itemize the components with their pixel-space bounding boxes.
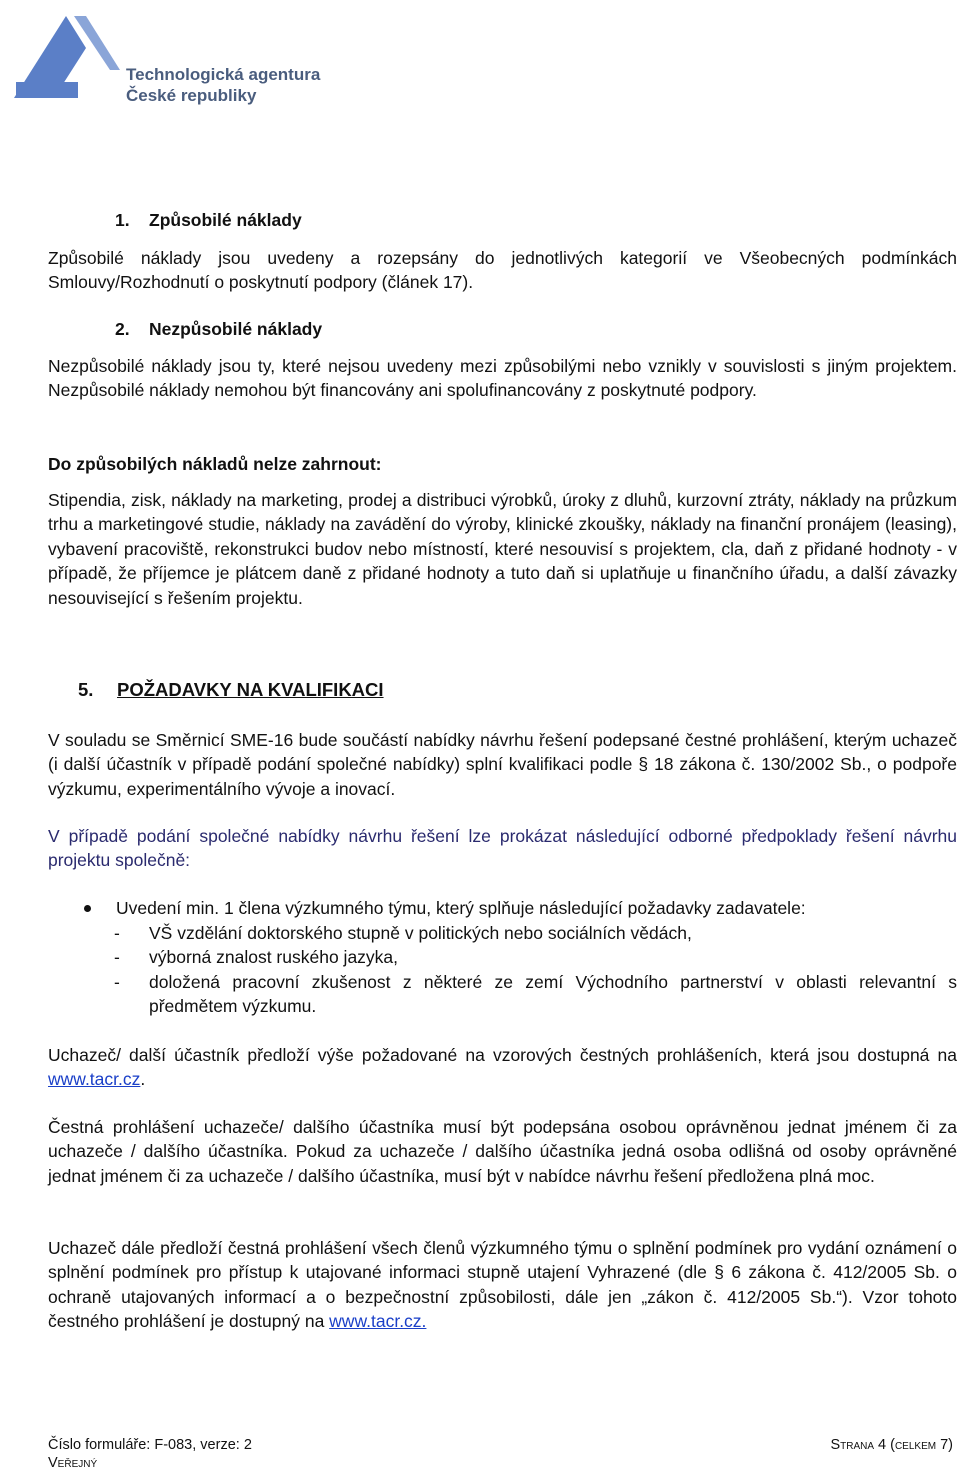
agency-name bbox=[126, 64, 320, 106]
signature-paragraph: Čestná prohlášení uchazeče/ dalšího účastníka musí být podepsána osobou oprávněnou jednat jménem či za uchazeče / dalšího účastníka. Pokud za uchazeče / dalšího účastníka jedná osoba odlišná od osoby oprávněné jednat jménem či za uchazeče / dalšího účastníka, musí být v nabídce návrhu řešení předložena plná moc. bbox=[48, 1117, 957, 1186]
section-5-heading: 5. POŽADAVKY NA KVALIFIKACI bbox=[78, 679, 384, 700]
qualification-paragraph: V souladu se Směrnicí SME-16 bude součástí nabídky návrhu řešení podepsané čestné prohlášení, kterým uchazeč (i další účastník v případě podání společné nabídky) splní kvalifikaci podle § 18 zákona č. 130/2002 Sb., o podpoře výzkumu, experimentálního vývoje a inovací. bbox=[48, 730, 957, 799]
section-2-paragraph: Nezpůsobilé náklady jsou ty, které nejsou uvedeny mezi způsobilými nebo vznikly v souvislosti s jiným projektem. Nezpůsobilé náklady nemohou být financovány ani spolufinancovány z poskytnuté podpory. bbox=[48, 356, 957, 401]
joint-offer-paragraph: V případě podání společné nabídky návrhu řešení lze prokázat následující odborné předpoklady řešení návrhu projektu společně: bbox=[48, 826, 957, 871]
declarations-paragraph: Uchazeč/ další účastník předloží výše požadované na vzorových čestných prohlášeních, která jsou dostupná na www.tacr.cz. bbox=[48, 1045, 957, 1090]
agency-logo bbox=[14, 12, 334, 104]
section-2-heading: 2. Nezpůsobilé náklady bbox=[115, 319, 323, 339]
exclusions-paragraph: Stipendia, zisk, náklady na marketing, prodej a distribuci výrobků, úroky z dluhů, kurzovní ztráty, náklady na průzkum trhu a marketingové studie, náklady na zavádění do výroby, klinické zkoušky, náklady na finanční pronájem (leasing), vybavení pracoviště, rekonstrukci budov nebo místností, které nesouvisí s projektem, cla, daň z přidané hodnoty - v případě, že příjemce je plátcem daně z přidané hodnoty a tuto daň si uplatňuje u finančního úřadu, a další závazky nesouvisející s řešením projektu. bbox=[48, 490, 957, 608]
security-paragraph: Uchazeč dále předloží čestná prohlášení všech členů výzkumného týmu o splnění podmínek pro vydání oznámení o splnění podmínek pro přístup k utajované informaci stupně utajení Vyhrazené (dle § 6 zákona č. 412/2005 Sb. o ochraně utajovaných informací a o bezpečnostní způsobilosti, dále jen „zákon č. 412/2005 Sb.“). Vzor tohoto čestného prohlášení je dostupný na www.tacr.cz. bbox=[48, 1238, 957, 1332]
agency-name-line1: Technologická agentura bbox=[126, 65, 321, 84]
tacr-link-2[interactable]: www.tacr.cz. bbox=[329, 1311, 427, 1332]
classification: Veřejný bbox=[48, 1455, 98, 1471]
bullet-icon bbox=[84, 905, 91, 912]
section-1-paragraph: Způsobilé náklady jsou uvedeny a rozepsány do jednotlivých kategorií ve Všeobecných podmínkách Smlouvy/Rozhodnutí o poskytnutí podpory (článek 17). bbox=[48, 248, 957, 293]
page-number: Strana 4 (celkem 7) bbox=[830, 1437, 953, 1453]
section-1-heading: 1. Způsobilé náklady bbox=[115, 210, 302, 230]
agency-logo-icon bbox=[14, 12, 124, 104]
exclusions-heading: Do způsobilých nákladů nelze zahrnout: bbox=[48, 454, 382, 474]
tacr-link[interactable]: www.tacr.cz bbox=[48, 1069, 141, 1090]
agency-name-line2: České republiky bbox=[126, 86, 257, 105]
page-footer bbox=[48, 1436, 953, 1472]
form-number: Číslo formuláře: F-083, verze: 2 bbox=[48, 1437, 252, 1453]
